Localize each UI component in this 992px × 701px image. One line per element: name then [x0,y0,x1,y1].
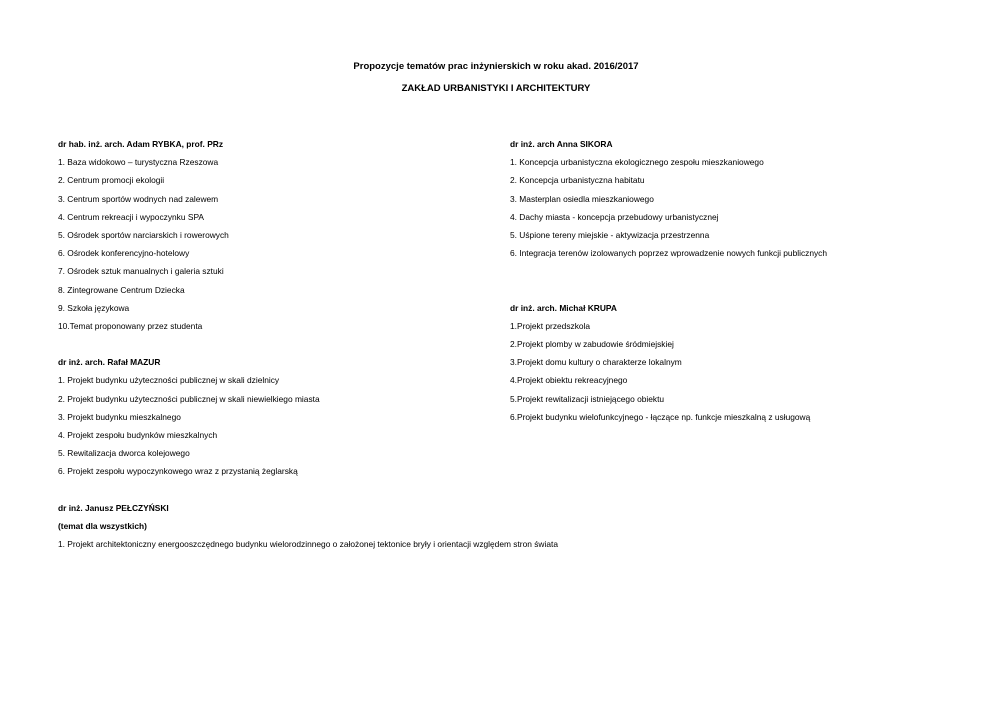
department-name: ZAKŁAD URBANISTYKI I ARCHITEKTURY [401,83,591,94]
list-item: 2. Koncepcja urbanistyczna habitatu [510,175,645,186]
list-item: 6. Ośrodek konferencyjno-hotelowy [58,248,190,259]
list-item: 1. Projekt architektoniczny energooszczędnego budynku wielorodzinnego o założonej tektonice bryły i orientacji względem stron świata [58,539,558,550]
spacer [510,281,827,299]
list-item: 1.Projekt przedszkola [510,320,591,331]
list-item: 8. Zintegrowane Centrum Dziecka [58,284,185,295]
list-item: 6. Projekt zespołu wypoczynkowego wraz z przystanią żeglarską [58,466,298,477]
list-item: 5.Projekt rewitalizacji istniejącego obiektu [510,393,665,404]
list-item: 4. Dachy miasta - koncepcja przebudowy urbanistycznej [510,211,719,222]
spacer [510,262,827,280]
document-title: Propozycje tematów prac inżynierskich w roku akad. 2016/2017 [353,61,639,72]
list-item: 3. Centrum sportów wodnych nad zalewem [58,193,219,204]
list-item: 2. Projekt budynku użyteczności publicznej w skali niewielkiego miasta [58,393,320,404]
pelczynski-heading: dr inż. Janusz PEŁCZYŃSKI [58,502,169,513]
list-item: 2. Centrum promocji ekologii [58,175,165,186]
list-item: 5. Ośrodek sportów narciarskich i rowerowych [58,229,229,240]
krupa-heading: dr inż. arch. Michał KRUPA [510,302,617,313]
rybka-heading: dr hab. inż. arch. Adam RYBKA, prof. PRz [58,139,224,149]
list-item: 4. Centrum rekreacji i wypoczynku SPA [58,211,204,222]
list-item: 9. Szkoła językowa [58,302,130,313]
list-item: 2.Projekt plomby w zabudowie śródmiejskiej [510,339,674,350]
spacer [58,335,558,353]
list-item: 4.Projekt obiektu rekreacyjnego [510,375,628,386]
list-item: 1. Koncepcja urbanistyczna ekologicznego zespołu mieszkaniowego [510,157,764,168]
list-item: 6.Projekt budynku wielofunkcyjnego - łączące np. funkcje mieszkalną z usługową [510,411,811,422]
pelczynski-subheading: (temat dla wszystkich) [58,520,147,531]
mazur-heading: dr inż. arch. Rafał MAZUR [58,357,161,368]
list-item: 5. Uśpione tereny miejskie - aktywizacja przestrzenna [510,229,710,240]
sikora-heading: dr inż. arch Anna SIKORA [510,139,613,149]
list-item: 3.Projekt domu kultury o charakterze lokalnym [510,357,682,368]
list-item: 10.Temat proponowany przez studenta [58,320,203,331]
right-column [510,135,827,426]
list-item: 1. Projekt budynku użyteczności publicznej w skali dzielnicy [58,375,280,386]
list-item: 6. Integracja terenów izolowanych poprzez wprowadzenie nowych funkcji publicznych [510,248,828,259]
spacer [58,481,558,499]
left-column [58,135,558,553]
list-item: 3. Projekt budynku mieszkalnego [58,411,181,422]
list-item: 1. Baza widokowo – turystyczna Rzeszowa [58,157,219,168]
list-item: 7. Ośrodek sztuk manualnych i galeria sztuki [58,266,224,277]
list-item: 5. Rewitalizacja dworca kolejowego [58,448,190,459]
list-item: 4. Projekt zespołu budynków mieszkalnych [58,430,218,440]
list-item: 3. Masterplan osiedla mieszkaniowego [510,193,654,204]
